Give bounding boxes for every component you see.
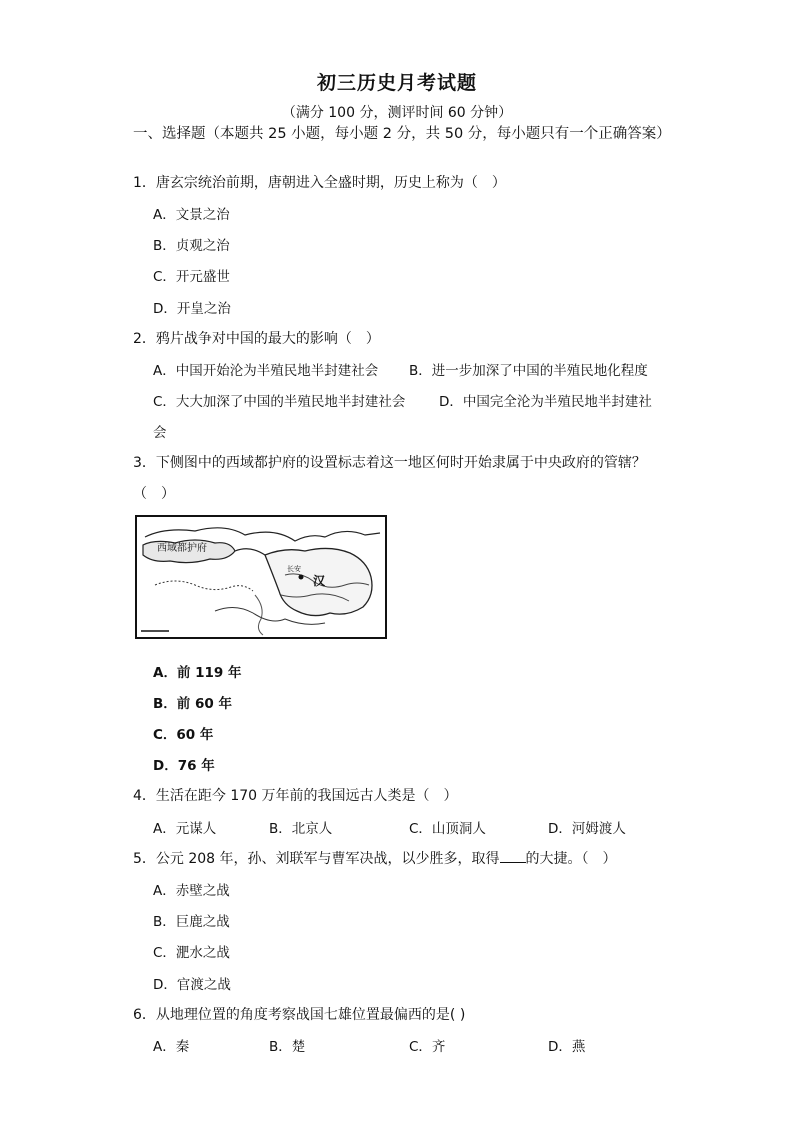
question-5-option-a: A．赤壁之战	[153, 883, 230, 899]
question-2-option-d-wrap: 会	[153, 425, 167, 441]
question-1-option-b: B．贞观之治	[153, 238, 230, 254]
question-5-option-d: D．官渡之战	[153, 977, 231, 993]
question-2-option-c: C．大大加深了中国的半殖民地半封建社会	[153, 394, 406, 410]
question-3-option-b: B．前 60 年	[153, 696, 232, 712]
question-3-option-c: C．60 年	[153, 727, 214, 743]
question-5-stem	[133, 848, 617, 868]
capital-marker	[299, 575, 304, 580]
question-6-option-d: D．燕	[548, 1039, 586, 1055]
question-1-stem: 1．唐玄宗统治前期，唐朝进入全盛时期，历史上称为（ ）	[133, 175, 506, 191]
question-1-option-c: C．开元盛世	[153, 269, 230, 285]
question-3-option-a: A．前 119 年	[153, 665, 242, 681]
western-regions-map	[135, 515, 387, 639]
section-heading: 一、选择题（本题共 25 小题，每小题 2 分，共 50 分，每小题只有一个正确答案）	[133, 126, 671, 142]
question-5-blank	[500, 850, 526, 863]
question-6-option-b: B．楚	[269, 1039, 306, 1055]
question-1-option-d: D．开皇之治	[153, 301, 231, 317]
question-4-option-a: A．元谋人	[153, 821, 217, 837]
question-1-option-a: A．文景之治	[153, 207, 230, 223]
page-subtitle: （满分 100 分，测评时间 60 分钟）	[281, 105, 513, 121]
map-label-han: 汉	[313, 574, 326, 588]
question-2-stem: 2．鸦片战争对中国的最大的影响（ ）	[133, 331, 380, 347]
question-3-option-d: D．76 年	[153, 758, 215, 774]
question-2-option-a: A．中国开始沦为半殖民地半封建社会	[153, 363, 379, 379]
question-5-stem-a: 5．公元 208 年，孙、刘联军与曹军决战，以少胜多，取得	[133, 851, 500, 867]
question-4-option-b: B．北京人	[269, 821, 333, 837]
question-4-stem: 4．生活在距今 170 万年前的我国远古人类是（ ）	[133, 788, 458, 804]
question-3-stem: 3．下侧图中的西域都护府的设置标志着这一地区何时开始隶属于中央政府的管辖？	[133, 455, 646, 471]
question-4-option-d: D．河姆渡人	[548, 821, 626, 837]
question-6-option-c: C．齐	[409, 1039, 446, 1055]
question-4-option-c: C．山顶洞人	[409, 821, 486, 837]
question-2-option-d: D．中国完全沦为半殖民地半封建社	[439, 394, 652, 410]
map-label-xiyu: 西域都护府	[157, 543, 207, 554]
map-label-changan: 长安	[287, 565, 301, 573]
question-5-stem-b: 的大捷。（ ）	[525, 851, 617, 867]
question-6-option-a: A．秦	[153, 1039, 190, 1055]
page-title: 初三历史月考试题	[316, 72, 477, 94]
question-6-stem: 6．从地理位置的角度考察战国七雄位置最偏西的是( )	[133, 1007, 466, 1023]
question-5-option-b: B．巨鹿之战	[153, 914, 230, 930]
question-3-stem-cont: （ ）	[133, 486, 175, 502]
question-2-option-b: B．进一步加深了中国的半殖民地化程度	[409, 363, 648, 379]
question-5-option-c: C．淝水之战	[153, 945, 230, 961]
